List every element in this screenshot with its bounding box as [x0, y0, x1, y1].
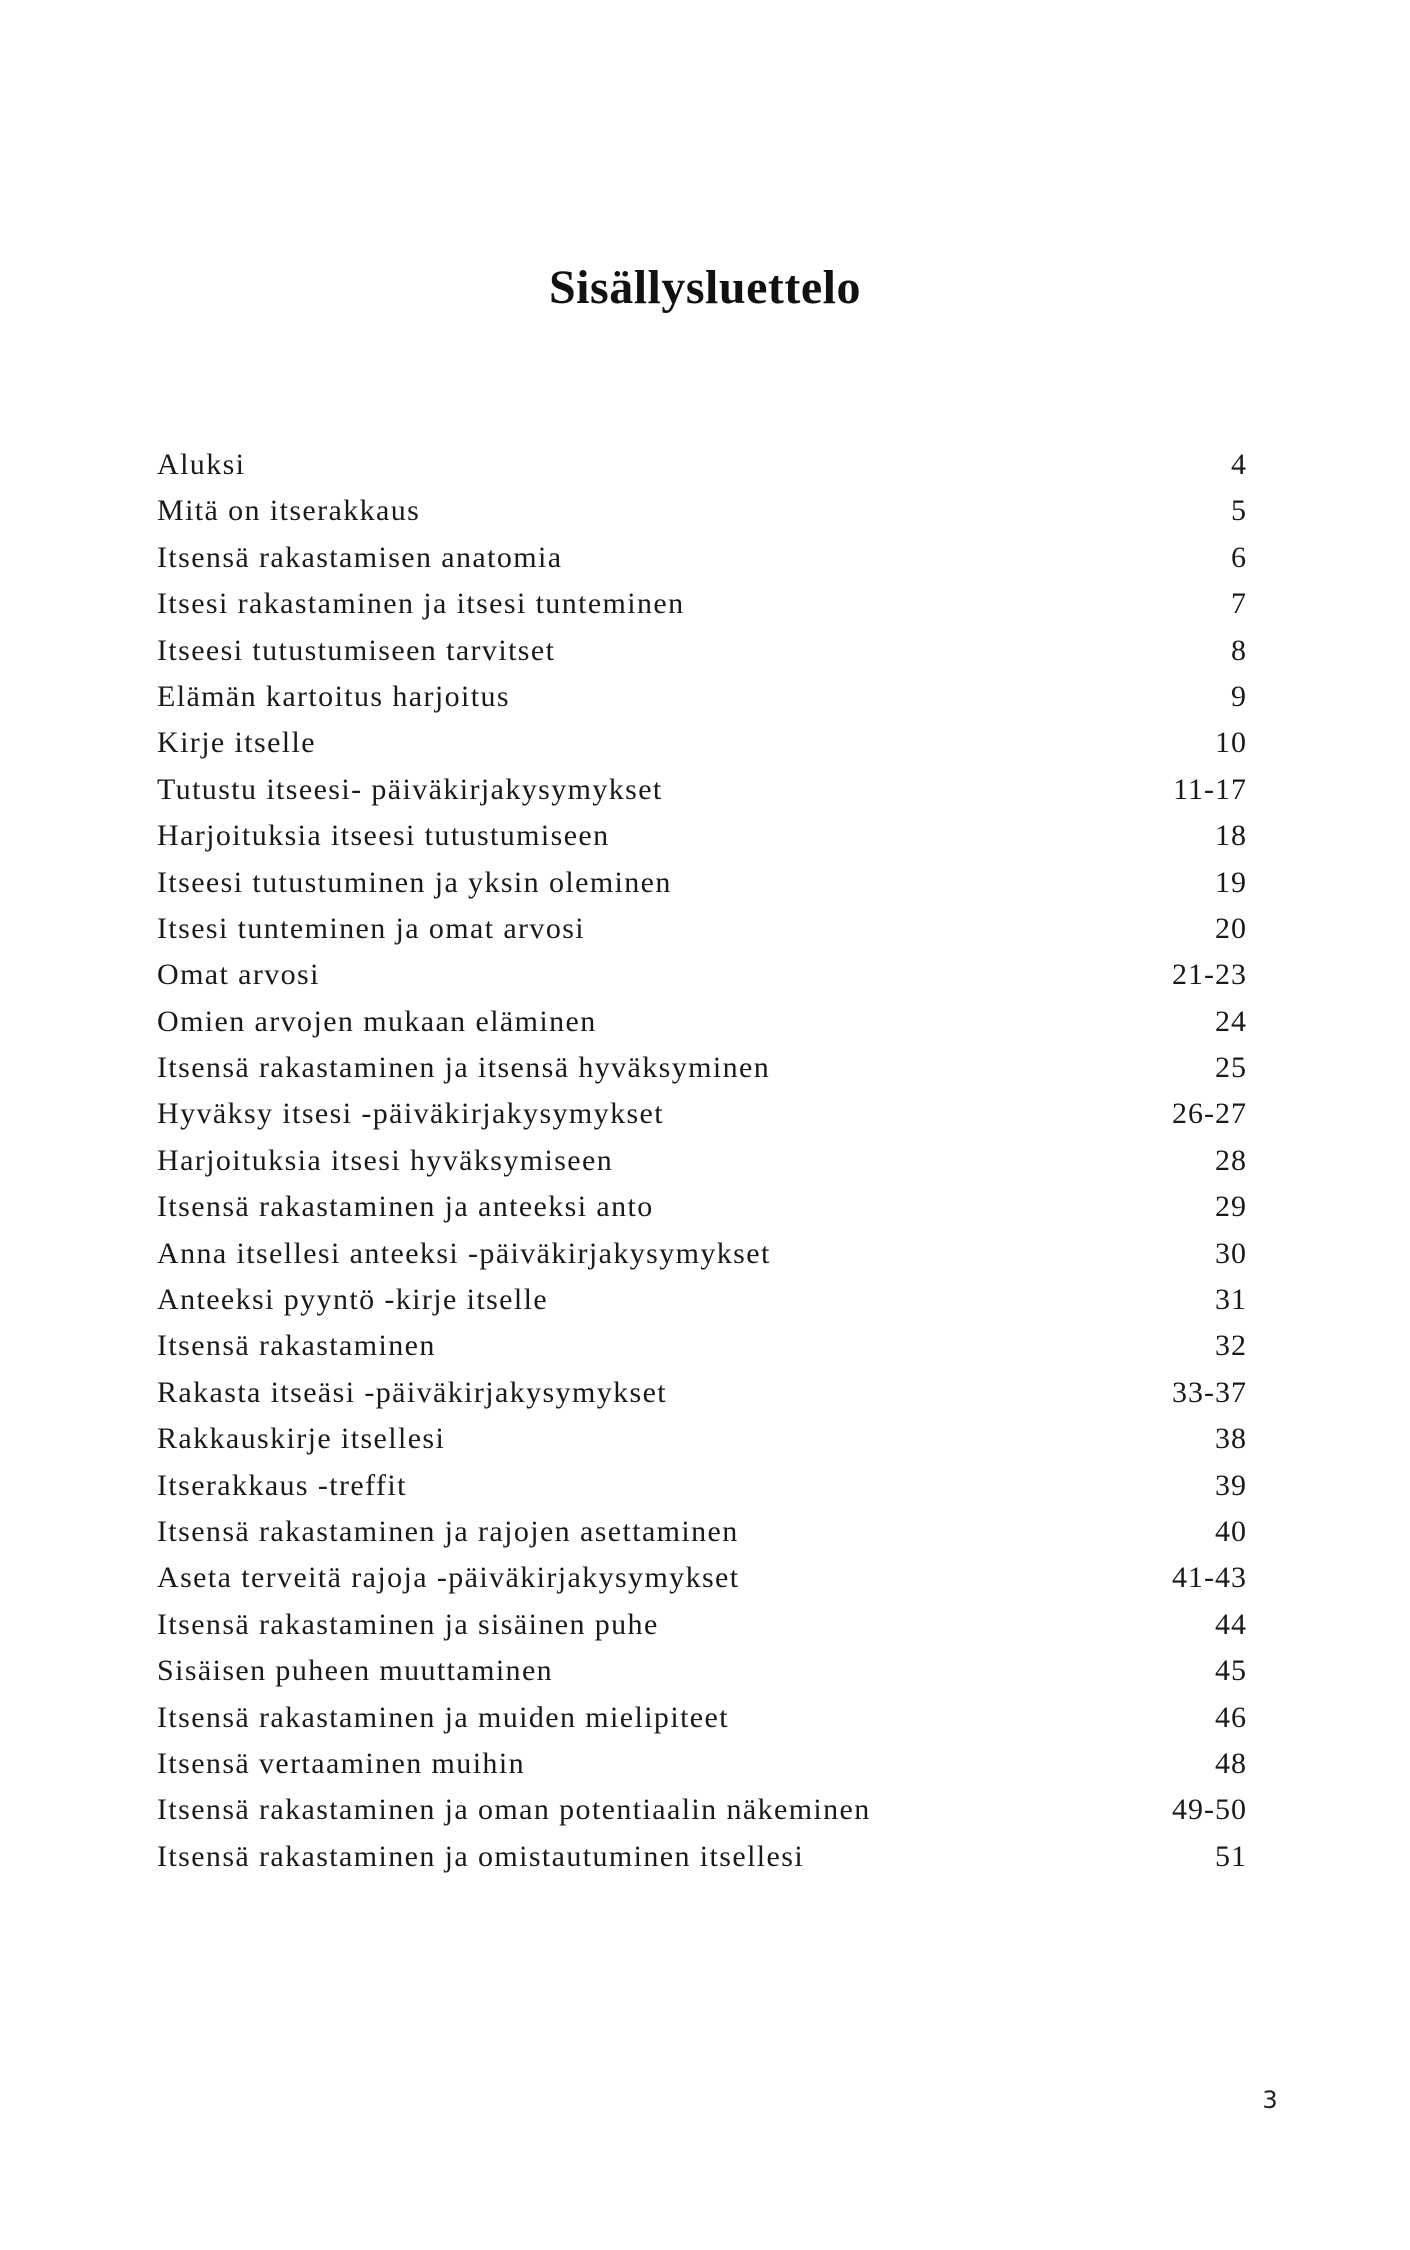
toc-entry-page: 26-27 [1172, 1097, 1247, 1131]
toc-entry-page: 20 [1215, 911, 1247, 945]
toc-entry-page: 33-37 [1172, 1375, 1247, 1409]
toc-entry-page: 19 [1215, 865, 1247, 899]
toc-entry [157, 1144, 1247, 1190]
toc-entry [157, 587, 1247, 633]
toc-entry-title: Itseesi tutustuminen ja yksin oleminen [157, 865, 672, 899]
toc-entry-page: 18 [1215, 819, 1247, 853]
toc-entry-title: Itserakkaus -treffit [157, 1468, 407, 1502]
toc-entry [157, 634, 1247, 680]
toc-entry [157, 1097, 1247, 1143]
toc-entry-page: 8 [1231, 633, 1247, 667]
toc-entry-title: Omat arvosi [157, 958, 320, 992]
toc-entry [157, 819, 1247, 865]
toc-entry-title: Itsensä rakastaminen ja oman potentiaalin näkeminen [157, 1793, 871, 1827]
toc-entry-title: Sisäisen puheen muuttaminen [157, 1654, 554, 1688]
toc-entry-title: Aseta terveitä rajoja -päiväkirjakysymykset [157, 1561, 740, 1595]
toc-entry-page: 46 [1215, 1700, 1247, 1734]
toc-entry-page: 30 [1215, 1236, 1247, 1270]
toc-entry-page: 10 [1215, 726, 1247, 760]
toc-entry-page: 11-17 [1173, 772, 1247, 806]
toc-entry [157, 1051, 1247, 1097]
toc-entry-page: 21-23 [1172, 958, 1247, 992]
toc-entry-title: Itsensä vertaaminen muihin [157, 1746, 525, 1780]
toc-entry-title: Anna itsellesi anteeksi -päiväkirjakysymykset [157, 1236, 771, 1270]
table-of-contents [157, 448, 1247, 1886]
toc-entry-title: Itsensä rakastaminen ja muiden mielipiteet [157, 1700, 729, 1734]
toc-entry [157, 494, 1247, 540]
toc-entry-page: 25 [1215, 1051, 1247, 1085]
toc-entry-title: Harjoituksia itsesi hyväksymiseen [157, 1143, 614, 1177]
toc-entry-page: 4 [1231, 448, 1247, 481]
toc-entry-title: Anteeksi pyyntö -kirje itselle [157, 1283, 549, 1317]
toc-entry [157, 1237, 1247, 1283]
page-title: Sisällysluettelo [548, 261, 861, 315]
toc-entry [157, 1515, 1247, 1561]
toc-entry [157, 1283, 1247, 1329]
toc-entry [157, 1840, 1247, 1886]
toc-entry-title: Itsensä rakastaminen ja anteeksi anto [157, 1190, 654, 1224]
toc-entry-page: 51 [1215, 1839, 1247, 1873]
toc-entry-page: 49-50 [1172, 1793, 1247, 1827]
toc-entry [157, 1654, 1247, 1700]
toc-entry-page: 5 [1231, 494, 1247, 528]
toc-entry-title: Rakasta itseäsi -päiväkirjakysymykset [157, 1375, 668, 1409]
toc-entry [157, 1190, 1247, 1236]
toc-entry-page: 28 [1215, 1143, 1247, 1177]
toc-entry-title: Itsesi tunteminen ja omat arvosi [157, 911, 586, 945]
toc-entry-title: Omien arvojen mukaan eläminen [157, 1004, 597, 1038]
toc-entry-page: 31 [1215, 1283, 1247, 1317]
toc-entry [157, 448, 1247, 494]
toc-entry [157, 1422, 1247, 1468]
toc-entry-page: 44 [1215, 1607, 1247, 1641]
toc-entry-page: 9 [1231, 679, 1247, 713]
toc-entry-title: Kirje itselle [157, 726, 316, 760]
toc-entry-page: 29 [1215, 1190, 1247, 1224]
toc-entry [157, 912, 1247, 958]
toc-entry [157, 1329, 1247, 1375]
toc-entry-title: Itsesi rakastaminen ja itsesi tunteminen [157, 587, 685, 621]
toc-entry [157, 1701, 1247, 1747]
toc-entry-title: Itsensä rakastamisen anatomia [157, 540, 563, 574]
toc-entry [157, 1376, 1247, 1422]
toc-entry [157, 541, 1247, 587]
toc-entry-title: Itsensä rakastaminen ja rajojen asettaminen [157, 1514, 739, 1548]
toc-entry [157, 773, 1247, 819]
toc-entry-title: Itsensä rakastaminen ja sisäinen puhe [157, 1607, 659, 1641]
toc-entry [157, 726, 1247, 772]
toc-entry-title: Elämän kartoitus harjoitus [157, 679, 510, 713]
page-number: 3 [1262, 2086, 1278, 2114]
toc-entry-page: 48 [1215, 1746, 1247, 1780]
toc-entry-title: Itsensä rakastaminen ja itsensä hyväksyminen [157, 1051, 771, 1085]
toc-entry-page: 7 [1231, 587, 1247, 621]
toc-entry-page: 39 [1215, 1468, 1247, 1502]
toc-entry-title: Tutustu itseesi- päiväkirjakysymykset [157, 772, 663, 806]
toc-entry-page: 41-43 [1172, 1561, 1247, 1595]
toc-entry-title: Itseesi tutustumiseen tarvitset [157, 633, 556, 667]
toc-entry [157, 1005, 1247, 1051]
toc-entry-page: 40 [1215, 1514, 1247, 1548]
toc-entry-page: 45 [1215, 1654, 1247, 1688]
toc-entry-title: Hyväksy itsesi -päiväkirjakysymykset [157, 1097, 664, 1131]
toc-entry-title: Itsensä rakastaminen ja omistautuminen itsellesi [157, 1839, 805, 1873]
toc-entry-page: 38 [1215, 1422, 1247, 1456]
toc-entry [157, 1747, 1247, 1793]
toc-entry-page: 6 [1231, 540, 1247, 574]
toc-entry [157, 1561, 1247, 1607]
toc-entry-page: 32 [1215, 1329, 1247, 1363]
toc-entry-title: Itsensä rakastaminen [157, 1329, 436, 1363]
toc-entry [157, 1469, 1247, 1515]
toc-entry [157, 958, 1247, 1004]
toc-entry-title: Mitä on itserakkaus [157, 494, 421, 528]
toc-entry-title: Harjoituksia itseesi tutustumiseen [157, 819, 610, 853]
toc-entry-title: Rakkauskirje itsellesi [157, 1422, 446, 1456]
toc-entry [157, 1608, 1247, 1654]
toc-entry [157, 680, 1247, 726]
toc-entry-page: 24 [1215, 1004, 1247, 1038]
toc-entry-title: Aluksi [157, 448, 246, 481]
toc-entry [157, 1793, 1247, 1839]
toc-entry [157, 866, 1247, 912]
